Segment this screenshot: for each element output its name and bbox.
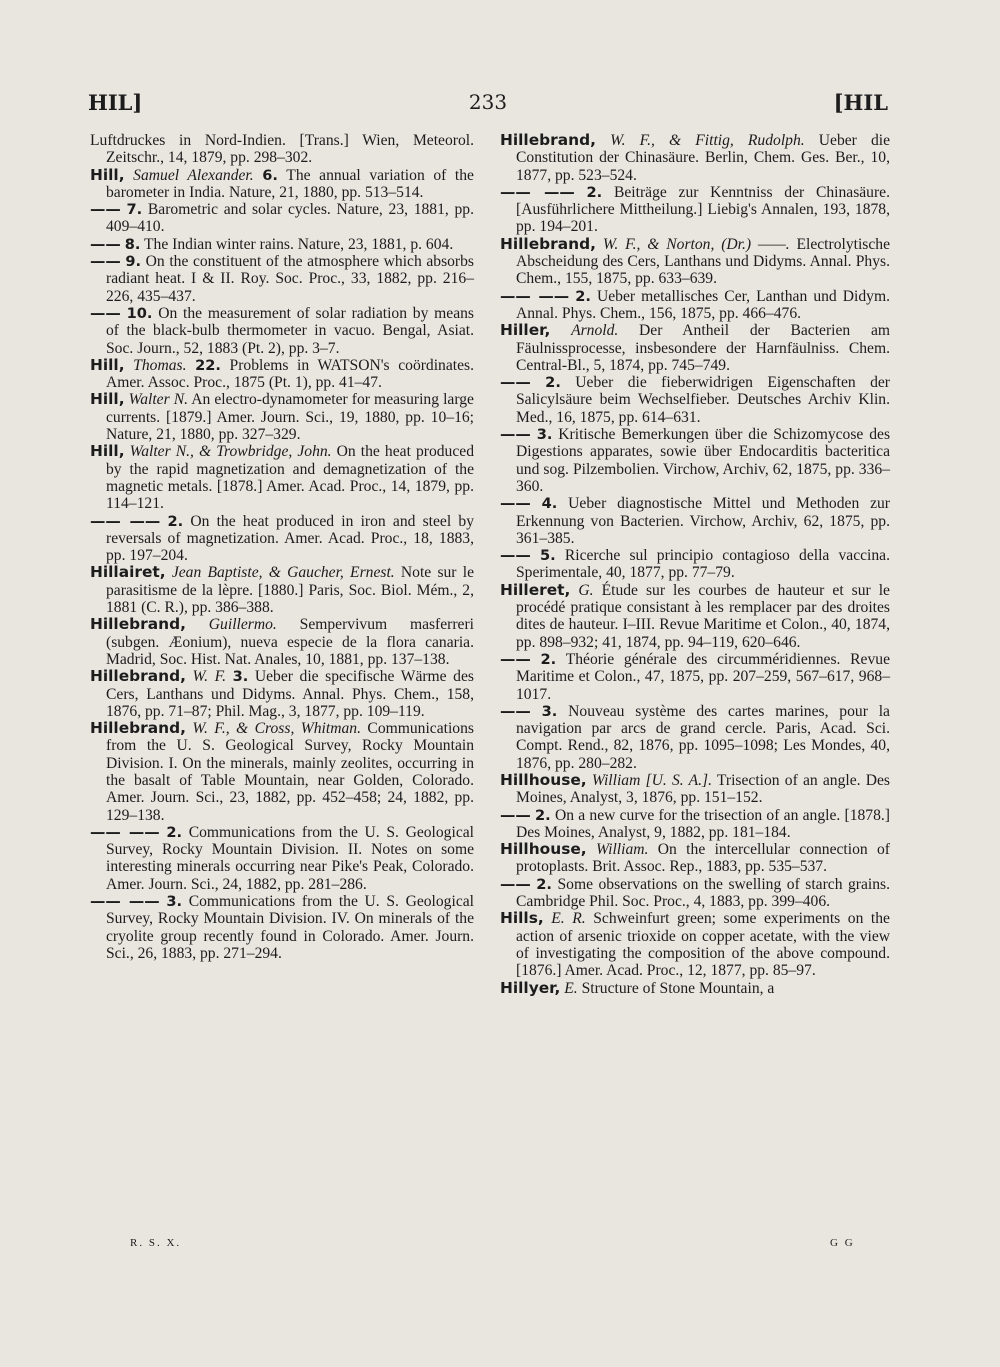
bibliography-entry [500, 772, 890, 807]
entry-text: The annual variation of the barometer in India. Nature, 21, 1880, pp. 513–514. [106, 166, 474, 201]
author-heading: Hillebrand, [90, 615, 186, 634]
bibliography-entry [90, 668, 474, 720]
entry-text: Problems in WATSON's coördinates. Amer. Assoc. Proc., 1875 (Pt. 1), pp. 41–47. [106, 356, 474, 392]
author-heading: Hillairet, [90, 563, 166, 582]
entry-text: Ueber die fieberwidrigen Eigenschaften der Salicylsäure beim Wechselfieber. Deutsches Archiv Klin. Med., 16, 1875, pp. 614–631. [516, 374, 890, 426]
entry-text: Ricerche sul principio contagioso della vaccina. Sperimentale, 40, 1877, pp. 77–79. [516, 547, 891, 582]
entry-text: On the constituent of the atmosphere which absorbs radiant heat. I & II. Roy. Soc. Proc., 33, 1882, pp. 216–226, 435–437. [106, 253, 474, 305]
author-heading: Hill, [90, 390, 125, 409]
entry-text: Ueber die specifische Wärme des Cers, Lanthans und Didyms. Annal. Phys. Chem., 158, 1876, pp. 71–87; Phil. Mag., 3, 1877, pp. 109–119. [106, 668, 474, 720]
entry-text: Communications from the U. S. Geological Survey, Rocky Mountain Division. I. On the minerals, mainly zeolites, occurring in the basalt of Table Mountain, near Golden, Colorado. Amer. Journ. Sci., 23, 1882, pp. 452–458; 24, 1882, pp. 129–138. [106, 720, 474, 824]
bibliography-entry [90, 616, 474, 668]
bibliography-entry [90, 391, 474, 443]
entry-text: Electrolytische Abscheidung des Cers, Lanthans und Didyms. Annal. Phys. Chem., 155, 1875, pp. 633–639. [516, 235, 890, 288]
entry-text: Trisection of an angle. Des Moines, Analyst, 3, 1876, pp. 151–152. [516, 771, 890, 807]
entry-number: 2. [575, 287, 591, 305]
entry-text: Structure of Stone Mountain, a [581, 979, 775, 997]
entry-number: 6. [262, 166, 278, 184]
entry-number: 4. [541, 495, 558, 513]
bibliography-entry [90, 357, 474, 392]
author-heading: Hiller, [500, 321, 551, 340]
entry-text: On the intercellular connection of protoplasts. Brit. Assoc. Rep., 1883, pp. 535–537. [516, 841, 891, 876]
entry-text: Some observations on the swelling of starch grains. Cambridge Phil. Soc. Proc., 4, 1883, pp. 399–406. [516, 875, 890, 911]
entry-number: 3. [536, 426, 553, 444]
bibliography-entry [500, 807, 890, 842]
bibliography-entry [500, 980, 890, 997]
author-heading: —— [500, 649, 531, 668]
bibliography-entry [500, 495, 890, 547]
author-given-name: W. F., & Norton, (Dr.) ——. [602, 235, 790, 253]
bibliography-entry [500, 910, 890, 979]
bibliography-entry [90, 305, 474, 357]
author-given-name: Samuel Alexander. [133, 166, 254, 184]
author-heading: —— —— [90, 511, 161, 530]
author-given-name: W. F., & Fittig, Rudolph. [610, 132, 805, 149]
author-heading: Hillhouse, [500, 840, 587, 859]
entry-number: 2. [545, 374, 561, 392]
author-heading: —— —— [500, 182, 575, 201]
author-heading: —— —— [90, 822, 160, 841]
left-column [90, 132, 474, 962]
bibliography-entry [90, 443, 474, 512]
entry-text: Ueber die Constitution der Chinasäure. Berlin, Chem. Ges. Ber., 10, 1877, pp. 523–524. [516, 132, 891, 184]
entry-number: 10. [126, 304, 153, 322]
author-given-name: Walter N., & Trowbridge, John. [129, 443, 332, 461]
author-heading: —— [500, 701, 531, 720]
entry-number: 2. [167, 512, 184, 530]
bibliography-entry [500, 322, 890, 374]
author-heading: Hillebrand, [500, 131, 596, 149]
author-heading: Hillyer, [500, 978, 561, 997]
author-given-name: W. F. [192, 668, 226, 686]
author-given-name: Arnold. [571, 322, 619, 340]
bibliography-entry [90, 132, 474, 167]
author-heading: Hillebrand, [90, 667, 186, 686]
bibliography-entry [500, 236, 890, 288]
right-column [500, 132, 890, 997]
author-given-name: Thomas. [133, 356, 187, 374]
entry-text: Communications from the U. S. Geological Survey, Rocky Mountain Division. IV. On minerals of the cryolite group recently found in Colorado. Amer. Journ. Sci., 26, 1883, pp. 271–294. [106, 893, 474, 962]
entry-text: Sempervivum masferreri (subgen. Æonium), nueva especie de la flora canaria. Madrid, Soc. Hist. Nat. Anales, 10, 1881, pp. 137–138. [106, 616, 475, 668]
running-head-left: HIL] [88, 90, 143, 115]
entry-text: Étude sur les courbes de hauteur et sur le procédé pratique consistant à les remplacer par des droites dites de hauteur. I–III. Revue Maritime et Colon., 40, 1874, pp. 898–932; 41, 1874, pp. 94–119, 620–646. [516, 581, 890, 651]
author-heading: —— [500, 425, 531, 444]
bibliography-entry [500, 582, 890, 651]
gathering-mark: G G [830, 1237, 855, 1249]
author-given-name: Walter N. [128, 391, 189, 409]
entry-number: 3. [166, 893, 183, 911]
page-footer [0, 1237, 1000, 1257]
bibliography-entry [90, 253, 474, 305]
author-heading: —— [500, 546, 531, 565]
entry-number: 9. [125, 253, 142, 271]
author-given-name: William. [596, 841, 649, 859]
bibliography-entry [500, 841, 890, 876]
bibliography-entry [500, 184, 890, 236]
entry-number: 7. [126, 201, 143, 219]
entry-number: 3. [541, 702, 558, 720]
entry-text: Communications from the U. S. Geological Survey, Rocky Mountain Division. II. Notes on some interesting minerals occurring near Pike's Peak, Colorado. Amer. Journ. Sci., 24, 1882, pp. 281–286. [106, 823, 474, 893]
author-heading: —— [90, 252, 121, 271]
author-heading: Hills, [500, 909, 544, 928]
bibliography-entry [500, 426, 890, 495]
bibliography-entry [500, 547, 890, 582]
author-heading: —— —— [90, 892, 160, 911]
entry-text: Luftdruckes in Nord-Indien. [Trans.] Wien, Meteorol. Zeitschr., 14, 1879, pp. 298–302. [90, 132, 474, 167]
entry-text: On the heat produced by the rapid magnetization and demagnetization of the magnetic metals. [1878.] Amer. Acad. Proc., 14, 1879, pp. 114–121. [106, 443, 474, 513]
entry-text: Ueber diagnostische Mittel und Methoden zur Erkennung von Bacterien. Virchow, Archiv, 62, 1875, pp. 361–385. [516, 495, 890, 547]
author-heading: —— [90, 303, 121, 322]
running-head [88, 90, 888, 122]
entry-text: Barometric and solar cycles. Nature, 23, 1881, pp. 409–410. [106, 201, 474, 236]
bibliography-entry [500, 703, 890, 772]
author-heading: Hillhouse, [500, 770, 587, 789]
entry-text: Beiträge zur Kenntniss der Chinasäure. [Ausführlichere Mittheilung.] Liebig's Annalen, 193, 1878, pp. 194–201. [516, 183, 890, 236]
bibliography-entry [90, 720, 474, 824]
author-heading: Hill, [90, 165, 125, 184]
bibliography-entry [90, 513, 474, 565]
bibliography-entry [500, 132, 890, 184]
bibliography-entry [90, 893, 474, 962]
entry-text: Ueber metallisches Cer, Lanthan und Didym. Annal. Phys. Chem., 156, 1875, pp. 466–476. [516, 287, 890, 322]
signature-mark: R. S. X. [130, 1237, 182, 1249]
author-heading: —— [90, 234, 121, 253]
entry-text: An electro-dynamometer for measuring large currents. [1879.] Amer. Journ. Sci., 19, 1880, pp. 10–16; Nature, 21, 1880, pp. 327–329. [106, 391, 474, 444]
entry-number: 2. [540, 650, 557, 668]
entry-text: Nouveau système des cartes marines, pour la navigation par arcs de grand cercle. Paris, Acad. Sci. Compt. Rend., 82, 1876, pp. 1095–1098; Les Mondes, 40, 1876, pp. 280–282. [516, 702, 890, 772]
entry-text: Schweinfurt green; some experiments on the action of arsenic trioxide on copper acetate, with the view of investigating the composition of the above compound. [1876.] Amer. Acad. Proc., 12, 1877, pp. 85–97. [516, 910, 890, 980]
author-heading: —— —— [500, 286, 570, 305]
author-heading: Hillebrand, [90, 719, 186, 738]
author-heading: —— [500, 494, 531, 513]
entry-number: 22. [195, 356, 221, 374]
author-heading: —— [90, 200, 121, 219]
bibliography-entry [500, 374, 890, 426]
bibliography-entry [500, 651, 890, 703]
author-given-name: Jean Baptiste, & Gaucher, Ernest. [171, 564, 395, 582]
bibliography-entry [90, 167, 474, 202]
entry-text: Théorie générale des circumméridiennes. Revue Maritime et Colon., 47, 1875, pp. 207–259, 567–617, 968–1017. [516, 650, 890, 703]
author-heading: —— [500, 373, 531, 392]
page-number: 233 [468, 90, 508, 114]
entry-text: On the heat produced in iron and steel by reversals of magnetization. Amer. Acad. Proc., 18, 1883, pp. 197–204. [106, 512, 474, 565]
entry-number: 3. [232, 668, 249, 686]
bibliography-entry [90, 201, 474, 236]
author-given-name: E. [564, 979, 578, 997]
bibliography-entry [90, 564, 474, 616]
entry-text: On the measurement of solar radiation by means of the black-bulb thermometer in vacuo. Bengal, Asiat. Soc. Journ., 52, 1883 (Pt. 2), pp. 3–7. [106, 304, 475, 357]
entry-text: Der Antheil der Bacterien am Fäulnissprocesse, insbesondere der Harnfäulniss. Chem. Central-Bl., 5, 1874, pp. 745–749. [516, 322, 890, 374]
entry-number: 2. [536, 875, 552, 893]
entry-number: 8. [124, 235, 141, 253]
bibliography-entry [90, 236, 474, 253]
author-heading: Hillebrand, [500, 234, 596, 253]
author-given-name: G. [578, 581, 594, 599]
entry-text: Kritische Bemerkungen über die Schizomycose des Digestions apparates, sowie über Endocarditis bacteritica und sog. Pilzembolien. Virchow, Archiv, 62, 1875, pp. 336–360. [516, 426, 891, 495]
entry-number: 5. [539, 547, 556, 565]
entry-text: Note sur le parasitisme de la lèpre. [1880.] Paris, Soc. Biol. Mém., 2, 1881 (C. R.), pp. 386–388. [106, 564, 474, 617]
author-heading: Hill, [90, 355, 125, 374]
author-heading: —— [500, 874, 531, 893]
author-given-name: William [U. S. A.]. [591, 771, 712, 789]
entry-number: 2. [166, 823, 183, 841]
bibliography-entry [90, 824, 474, 893]
author-heading: Hill, [90, 442, 125, 461]
author-heading: —— [500, 805, 531, 824]
author-given-name: Guillermo. [208, 616, 277, 634]
entry-text: On a new curve for the trisection of an angle. [1878.] Des Moines, Analyst, 9, 1882, pp. 181–184. [516, 806, 890, 841]
bibliography-entry [500, 876, 890, 911]
entry-text: The Indian winter rains. Nature, 23, 1881, p. 604. [144, 235, 454, 253]
entry-number: 2. [535, 806, 551, 824]
author-given-name: E. R. [551, 910, 586, 928]
running-head-right: [HIL [833, 90, 888, 115]
author-given-name: W. F., & Cross, Whitman. [192, 720, 361, 738]
author-heading: Hilleret, [500, 580, 571, 599]
bibliography-entry [500, 288, 890, 323]
entry-number: 2. [586, 183, 603, 201]
